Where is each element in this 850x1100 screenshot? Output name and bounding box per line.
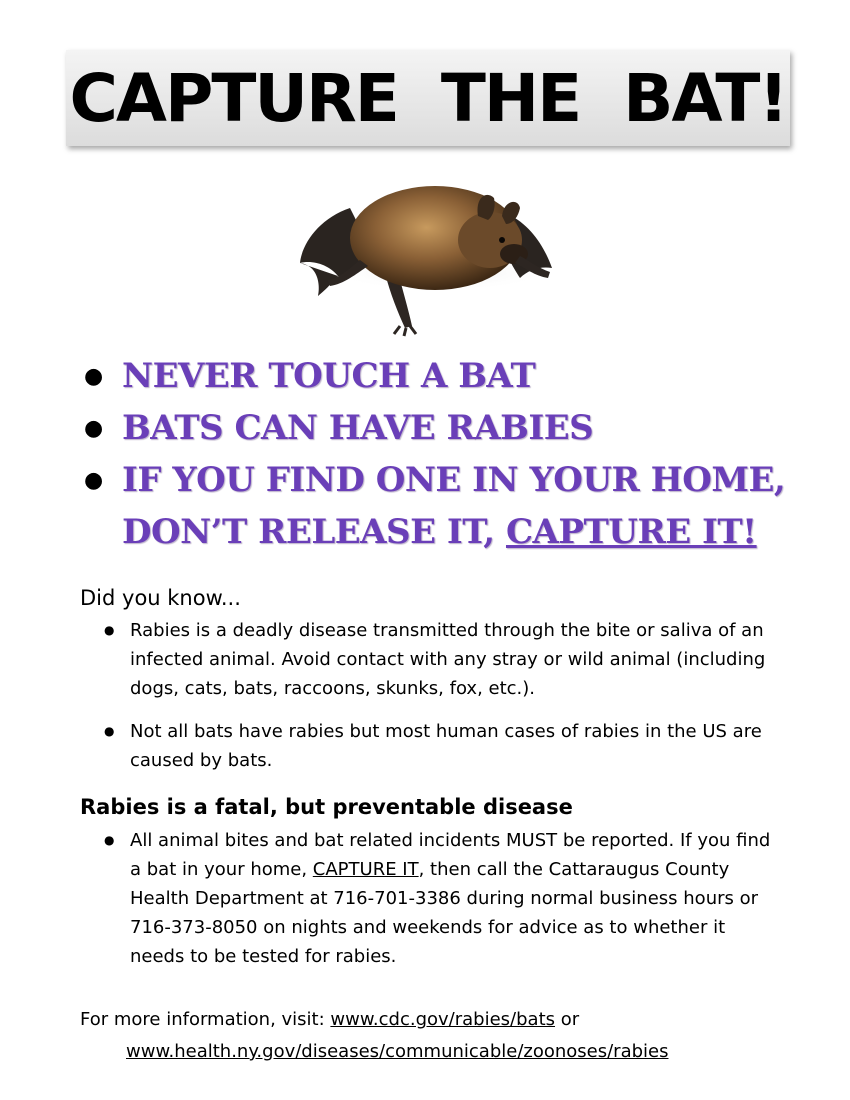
list-item-text: All animal bites and bat related incidents MUST be reported. If you find a bat in your home,	[130, 830, 771, 880]
warning-item	[80, 350, 810, 402]
bullet-icon: ●	[104, 623, 115, 637]
list-item	[80, 717, 780, 775]
warning-item	[80, 402, 810, 454]
bat-illustration	[290, 168, 570, 338]
rabies-list	[80, 826, 780, 971]
list-item-text: Rabies is a deadly disease transmitted through the bite or saliva of an infected animal. Avoid contact with any stray or wild animal (including dogs, cats, bats, raccoons, skunks, fox, etc.).	[130, 620, 766, 699]
bullet-icon: ●	[84, 363, 103, 389]
did-you-know-heading: Did you know...	[80, 586, 241, 610]
warning-list	[80, 350, 810, 558]
list-item-text: Not all bats have rabies but most human cases of rabies in the US are caused by bats.	[130, 721, 762, 771]
title-banner	[66, 50, 790, 146]
warning-item	[80, 454, 810, 558]
cdc-link[interactable]: www.cdc.gov/rabies/bats	[330, 1009, 556, 1030]
list-item	[80, 826, 780, 971]
list-item	[80, 616, 780, 703]
list-item-text: , then call the Cattaraugus County Health Department at 716-701-3386 during normal business hours or 716-373-8050 on nights and weekends for advice as to whether it needs to be tested for rabies.	[130, 859, 759, 967]
bullet-icon: ●	[84, 415, 103, 441]
more-info-prefix: For more information, visit:	[80, 1009, 331, 1030]
page-title: CAPTURE THE BAT!	[69, 59, 787, 137]
bullet-icon: ●	[104, 833, 115, 847]
warning-text: IF YOU FIND ONE IN YOUR HOME, DON’T RELEASE IT,	[122, 460, 786, 552]
bullet-icon: ●	[104, 724, 115, 738]
more-info-or: or	[560, 1009, 580, 1030]
warning-text: NEVER TOUCH A BAT	[122, 356, 536, 396]
more-info	[80, 1004, 800, 1068]
capture-it-emphasis: CAPTURE IT!	[505, 512, 757, 552]
did-you-know-list	[80, 616, 780, 775]
rabies-heading: Rabies is a fatal, but preventable disease	[80, 795, 573, 819]
bat-photo	[290, 168, 570, 338]
warning-text: BATS CAN HAVE RABIES	[122, 408, 594, 448]
bullet-icon: ●	[84, 467, 103, 493]
health-ny-link[interactable]: www.health.ny.gov/diseases/communicable/zoonoses/rabies	[126, 1041, 669, 1062]
capture-it-text: CAPTURE IT	[312, 859, 419, 880]
